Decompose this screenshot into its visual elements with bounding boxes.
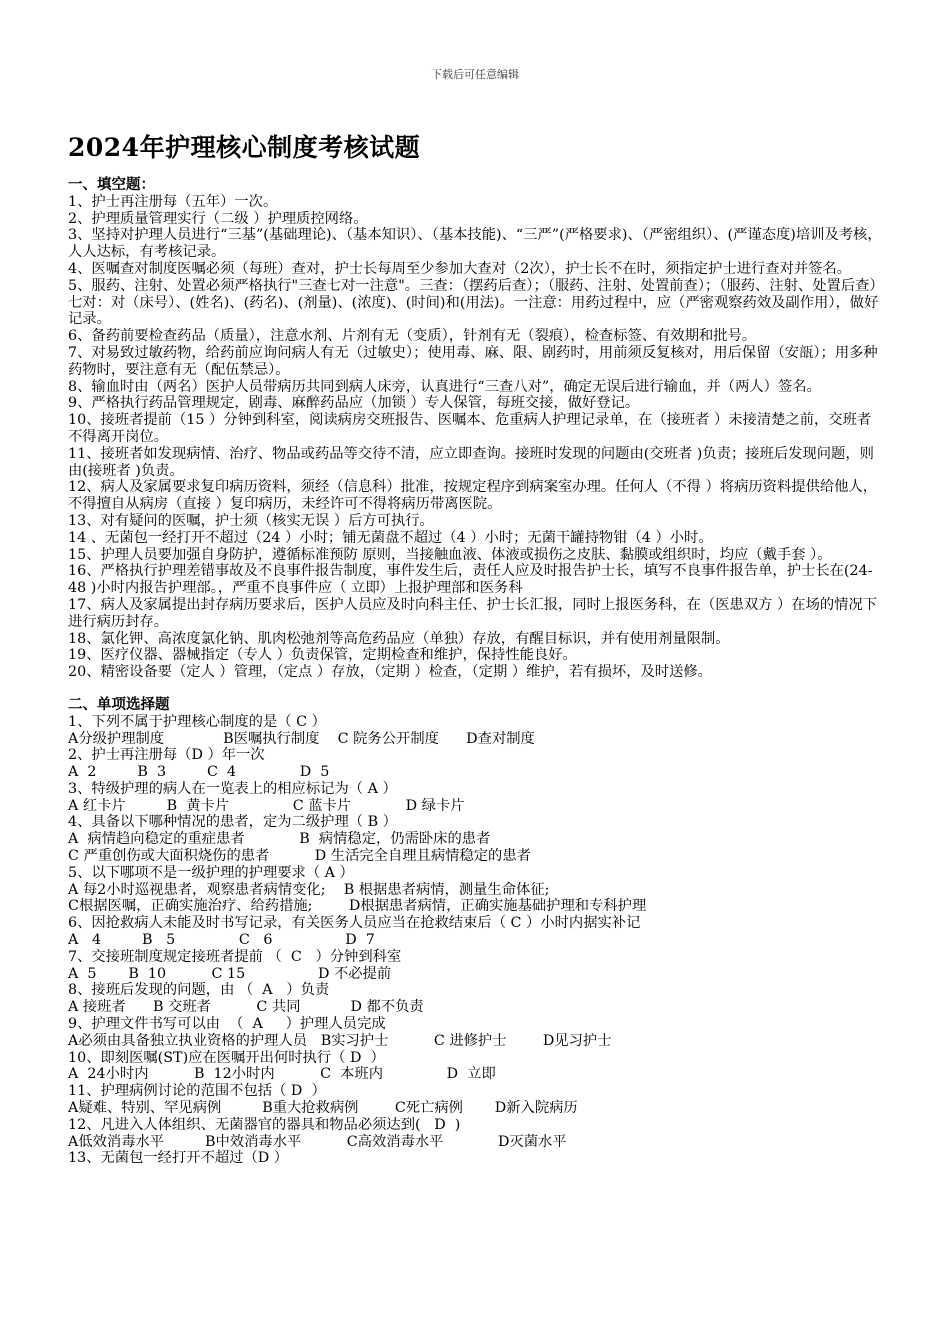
fill-blank-questions [68, 194, 884, 681]
section-fill-blank-title: 一、填空题： [68, 176, 155, 193]
fill-blank-item: 4、医嘱查对制度医嘱必须（每班）查对，护士长每周至少参加大查对（2次），护士长不在时，须指定护士进行查对并签名。 [68, 260, 852, 277]
fill-blank-item: 16、严格执行护理差错事故及不良事件报告制度，事件发生后，责任人应及时报告护士长，填写不良事件报告单，护士长在(24-48 )小时内报告护理部。，严重不良事件应（ 立即）上报护理部和医务科 [68, 563, 873, 597]
fill-blank-item: 14 、无菌包一经打开不超过（24 ）小时；铺无菌盘不超过（4 ）小时；无菌干罐持物钳（4 ）小时。 [68, 529, 713, 546]
fill-blank-item: 18、氯化钾、高浓度氯化钠、肌肉松弛剂等高危药品应（单独）存放，有醒目标识，并有使用剂量限制。 [68, 630, 730, 647]
choice-line: A 病情趋向稳定的重症患者 B 病情稳定，仍需卧床的患者 [68, 831, 491, 848]
fill-blank-item: 7、对易致过敏药物，给药前应询问病人有无（过敏史）；使用毒、麻、限、剧药时，用前须反复核对，用后保留（安瓿）；用多种药物时，要注意有无（配伍禁忌）。 [68, 344, 878, 378]
document-body [68, 177, 884, 1167]
choice-line: A必须由具备独立执业资格的护理人员 B实习护士 C 进修护士 D见习护士 [68, 1032, 612, 1049]
fill-blank-item: 17、病人及家属提出封存病历要求后，医护人员应及时向科主任、护士长汇报，同时上报医务科，在（医患双方 ）在场的情况下进行病历封存。 [68, 596, 878, 630]
choice-line: 12、凡进入人体组织、无菌器官的器具和物品必须达到( D ) [68, 1116, 461, 1133]
choice-line: A 24小时内 B 12小时内 C 本班内 D 立即 [68, 1066, 496, 1083]
choice-line: 6、因抢救病人未能及时书写记录，有关医务人员应当在抢救结束后（ C ）小时内据实补记 [68, 915, 641, 932]
choice-line: 13、无菌包一经打开不超过（D ） [68, 1150, 289, 1167]
choice-line: 10、即刻医嘱(ST)应在医嘱开出何时执行（ D ） [68, 1049, 385, 1066]
choice-line: 8、接班后发现的问题，由 （ A ）负责 [68, 982, 330, 999]
choice-line: 1、下列不属于护理核心制度的是（ C ） [68, 713, 326, 730]
fill-blank-item: 19、医疗仪器、器械指定（专人 ）负责保管，定期检查和维护，保持性能良好。 [68, 647, 577, 664]
fill-blank-item: 3、坚持对护理人员进行“三基”(基础理论)、（基本知识）、（基本技能)、“三严”(严格要求)、（严密组织）、(严谨态度)培训及考核，人人达标，有考核记录。 [68, 227, 882, 261]
choice-line: 9、护理文件书写可以由 （ A ）护理人员完成 [68, 1016, 386, 1033]
choice-line: C 严重创伤或大面积烧伤的患者 D 生活完全自理且病情稳定的患者 [68, 848, 531, 865]
fill-blank-item: 5、服药、注射、处置必须严格执行"三查七对一注意"。三查：（摆药后查）；（服药、注射、处置前查）；（服药、注射、处置后查）七对：对（床号）、(姓名)、(药名)、(剂量)、(浓度)、(时间)和(用法)。一注意：用药过程中，应（严密观察药效及副作用），做好记录。 [68, 277, 884, 328]
choice-line: A疑难、特别、罕见病例 B重大抢救病例 C死亡病例 D新入院病历 [68, 1100, 578, 1117]
choice-line: 5、以下哪项不是一级护理的护理要求（ A ） [68, 864, 354, 881]
page-header: 下载后可任意编辑 [431, 68, 519, 81]
document-title: 2024年护理核心制度考核试题 [68, 133, 421, 162]
choice-line: A 5 B 10 C 15 D 不必提前 [68, 965, 392, 982]
choice-line: 2、护士再注册每（D ）年一次 [68, 747, 265, 764]
fill-blank-item: 15、护理人员要加强自身防护，遵循标准预防 原则，当接触血液、体液或损伤之皮肤、黏膜或组织时，均应（戴手套 ）。 [68, 546, 832, 563]
section-choice-title: 二、单项选择题 [68, 695, 170, 713]
choice-line: 7、交接班制度规定接班者提前 （ C ）分钟到科室 [68, 948, 402, 965]
fill-blank-item: 6、备药前要检查药品（质量），注意水剂、片剂有无（变质），针剂有无（裂痕），检查标签、有效期和批号。 [68, 328, 757, 345]
fill-blank-item: 8、输血时由（两名）医护人员带病历共同到病人床旁，认真进行“三查八对”，确定无误后进行输血，并（两人）签名。 [68, 378, 821, 395]
choice-line: A 每2小时巡视患者，观察患者病情变化; B 根据患者病情，测量生命体征; [68, 881, 550, 898]
choice-line: A低效消毒水平 B中效消毒水平 C高效消毒水平 D灭菌水平 [68, 1133, 567, 1150]
choice-line: 11、护理病例讨论的范围不包括（ D ） [68, 1083, 326, 1100]
fill-blank-item: 10、接班者提前（15 ）分钟到科室，阅读病房交班报告、医嘱本、危重病人护理记录单，在（接班者 ）未接清楚之前，交班者不得离开岗位。 [68, 412, 872, 445]
choice-line: A 红卡片 B 黄卡片 C 蓝卡片 D 绿卡片 [68, 797, 465, 814]
fill-blank-item: 1、护士再注册每（五年）一次。 [68, 193, 278, 210]
choice-line: A 接班者 B 交班者 C 共同 D 都不负责 [68, 999, 424, 1016]
fill-blank-item: 2、护理质量管理实行（二级 ）护理质控网络。 [68, 210, 368, 227]
fill-blank-item: 9、严格执行药品管理规定，剧毒、麻醉药品应（加锁 ）专人保管，每班交接，做好登记。 [68, 395, 640, 412]
fill-blank-item: 11、接班者如发现病情、治疗、物品或药品等交待不清，应立即查询。接班时发现的问题由(交班者 )负责；接班后发现问题，则由(接班者 )负责。 [68, 445, 874, 479]
fill-blank-item: 20、精密设备要（定人 ）管理，（定点 ）存放，（定期 ）检查，（定期 ）维护，若有损坏，及时送修。 [68, 664, 712, 681]
fill-blank-item: 13、对有疑问的医嘱，护士须（核实无误 ）后方可执行。 [68, 512, 434, 529]
choice-line: 4、具备以下哪种情况的患者，定为二级护理（ B ） [68, 814, 397, 831]
choice-line: A 4 B 5 C 6 D 7 [68, 932, 375, 949]
choice-line: 3、特级护理的病人在一览表上的相应标记为（ A ） [68, 780, 397, 797]
choice-line: A 2 B 3 C 4 D 5 [68, 764, 330, 781]
choice-questions [68, 714, 884, 1168]
choice-line: A分级护理制度 B医嘱执行制度 C 院务公开制度 D查对制度 [68, 730, 535, 747]
choice-line: C根据医嘱，正确实施治疗、给药措施; D根据患者病情，正确实施基础护理和专科护理 [68, 898, 647, 915]
fill-blank-item: 12、病人及家属要求复印病历资料，须经（信息科）批准，按规定程序到病案室办理。任何人（不得 ）将病历资料提供给他人，不得擅自从病房（直接 ）复印病历，未经许可不得将病历带离医院。 [68, 479, 878, 513]
